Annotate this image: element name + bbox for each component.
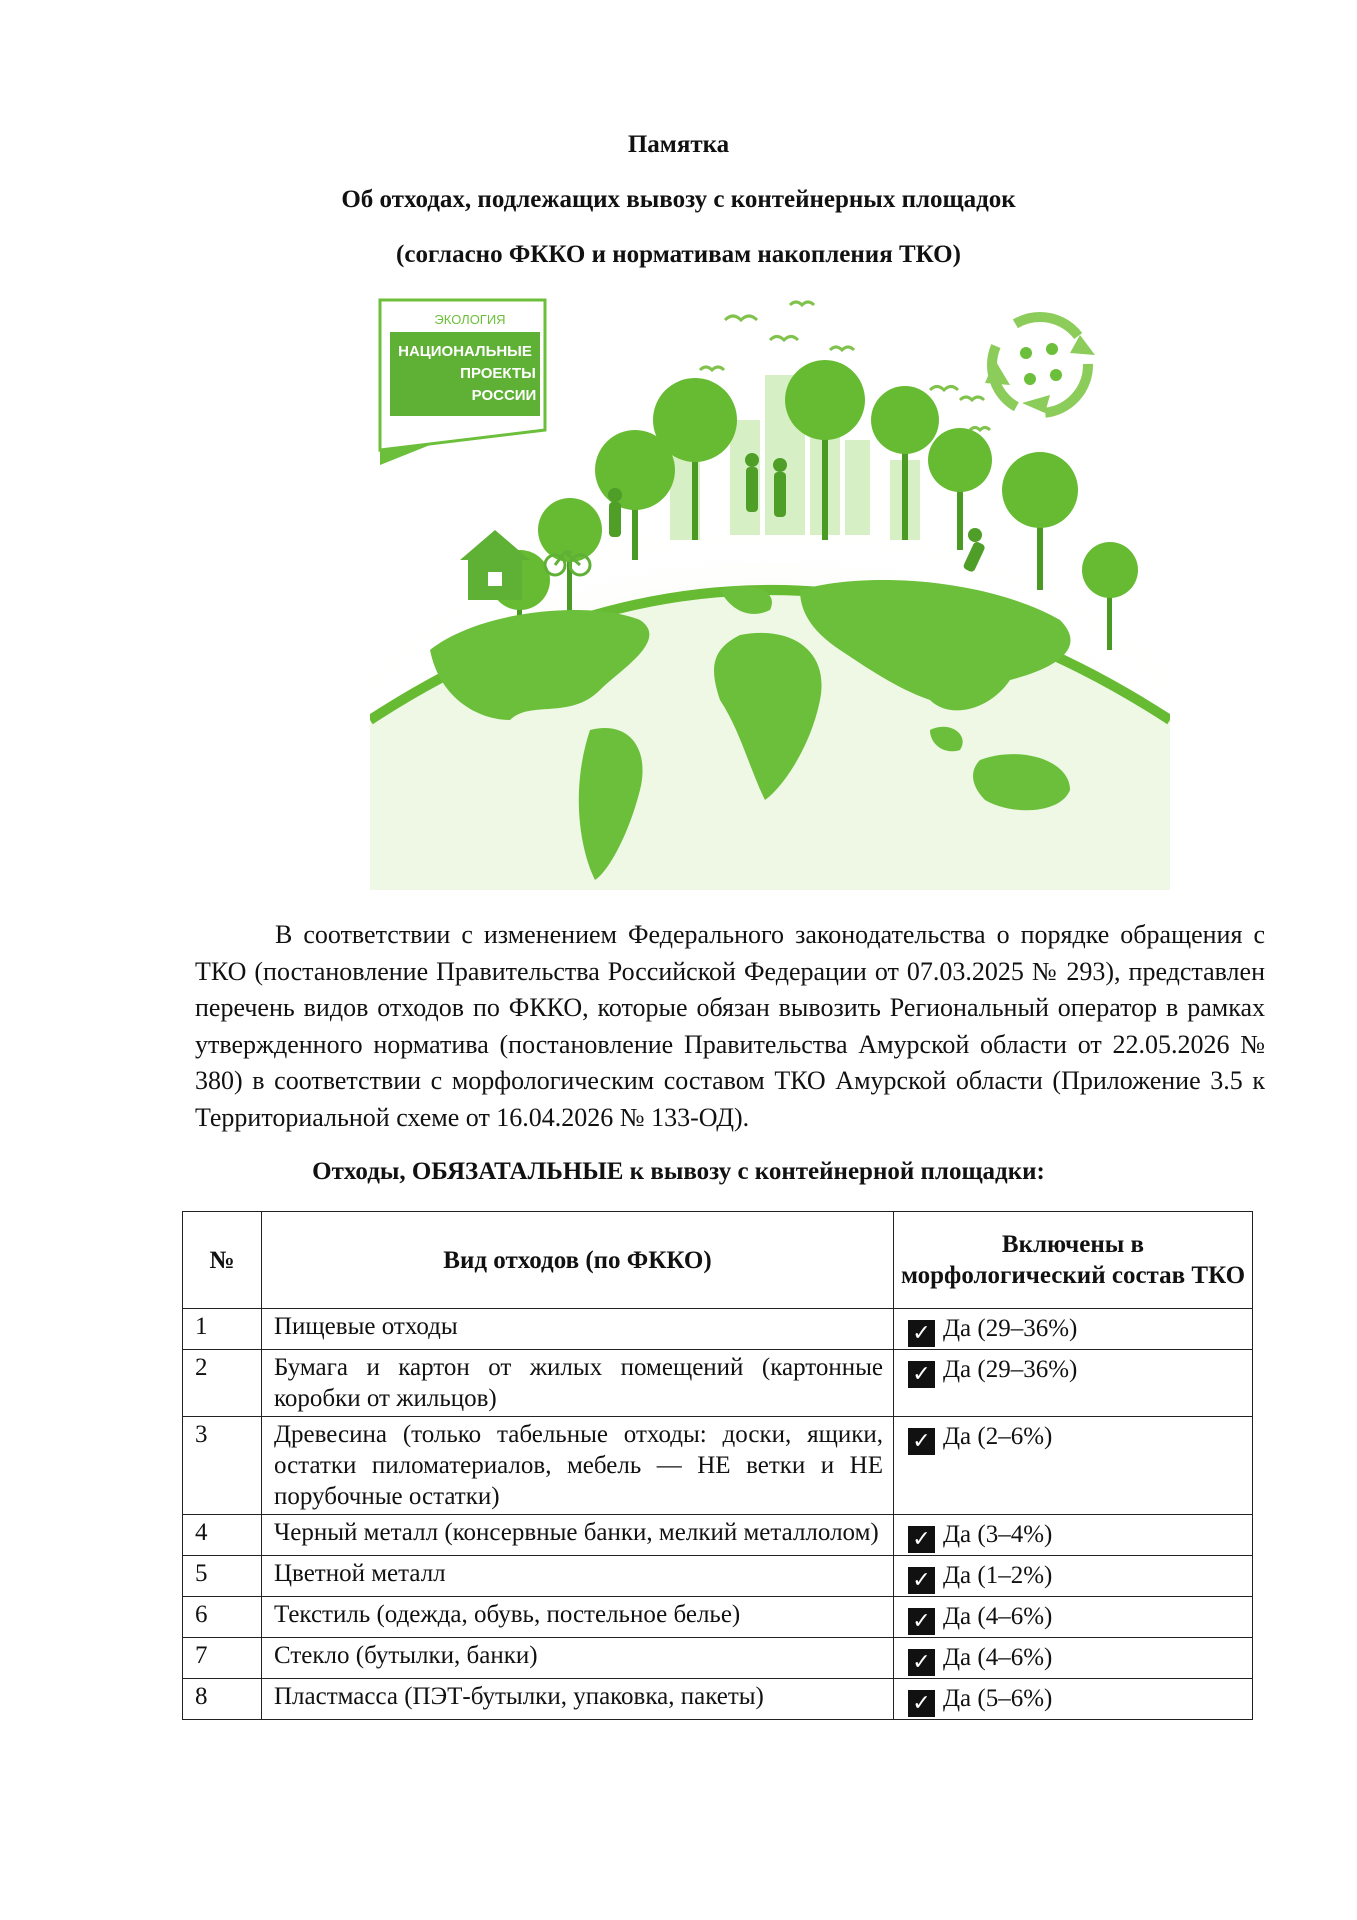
row-number: 2 [183,1350,262,1417]
table-row [183,1350,1253,1417]
recycle-icon [985,317,1095,413]
header-included: Включены в морфологический состав ТКО [894,1212,1253,1309]
table-row [183,1638,1253,1679]
table-heading: Отходы, ОБЯЗАТАЛЬНЫЕ к вывозу с контейнерной площадки: [312,1158,1045,1185]
row-number: 7 [183,1638,262,1679]
checkbox-checked-icon: ✓ [908,1690,935,1717]
included-value: Да (29–36%) [943,1315,1078,1342]
included-value: Да (4–6%) [943,1603,1053,1630]
checkbox-checked-icon: ✓ [908,1608,935,1635]
included-value: Да (1–2%) [943,1562,1053,1589]
included-cell [894,1417,1253,1515]
included-cell [894,1638,1253,1679]
row-number: 1 [183,1309,262,1350]
waste-table [182,1211,1253,1720]
checkbox-checked-icon: ✓ [908,1428,935,1455]
included-cell [894,1597,1253,1638]
page-title: Памятка [627,131,730,158]
row-number: 3 [183,1417,262,1515]
included-cell [894,1679,1253,1720]
intro-text: В соответствии с изменением Федерального законодательства о порядке обращения с ТКО (постановление Правительства Российской Федерации от 07.03.2025 № 293), представлен перечень видов отходов по ФККО, которые обязан вывозить Региональный оператор в рамках утвержденного норматива (постановление Правительства Амурской области от 22.05.2026 № 380) в соответствии с морфологическим составом ТКО Амурской области (Приложение 3.5 к Территориальной схеме от 16.04.2026 № 133-ОД). [195,920,1265,1132]
header-waste-type: Вид отходов (по ФККО) [262,1212,894,1309]
waste-name: Пластмасса (ПЭТ-бутылки, упаковка, пакеты) [262,1679,894,1720]
row-number: 6 [183,1597,262,1638]
green-earth-city-icon [370,290,1170,890]
waste-name: Пищевые отходы [262,1309,894,1350]
page-subtitle: Об отходах, подлежащих вывозу с контейнерных площадок [341,186,1016,213]
logo-tag: ЭКОЛОГИЯ [434,312,506,327]
logo-line3: РОССИИ [471,387,537,404]
waste-name: Цветной металл [262,1556,894,1597]
waste-name: Стекло (бутылки, банки) [262,1638,894,1679]
included-value: Да (29–36%) [943,1356,1078,1383]
checkbox-checked-icon: ✓ [908,1361,935,1388]
row-number: 4 [183,1515,262,1556]
checkbox-checked-icon: ✓ [908,1649,935,1676]
row-number: 8 [183,1679,262,1720]
included-cell [894,1309,1253,1350]
page-basis: (согласно ФККО и нормативам накопления ТКО) [396,241,961,268]
waste-name: Текстиль (одежда, обувь, постельное белье) [262,1597,894,1638]
row-number: 5 [183,1556,262,1597]
included-value: Да (4–6%) [943,1644,1053,1671]
included-value: Да (3–4%) [943,1521,1053,1548]
table-row [183,1515,1253,1556]
logo-line2: ПРОЕКТЫ [460,365,536,382]
header-number: № [183,1212,262,1309]
checkbox-checked-icon: ✓ [908,1567,935,1594]
national-projects-logo [380,300,545,465]
logo-line1: НАЦИОНАЛЬНЫЕ [398,343,532,360]
checkbox-checked-icon: ✓ [908,1320,935,1347]
included-value: Да (2–6%) [943,1423,1053,1450]
waste-name: Бумага и картон от жилых помещений (картонные коробки от жильцов) [262,1350,894,1417]
table-row [183,1597,1253,1638]
table-header-row [183,1212,1253,1309]
table-row [183,1679,1253,1720]
table-row [183,1309,1253,1350]
included-value: Да (5–6%) [943,1685,1053,1712]
waste-name: Древесина (только табельные отходы: доски, ящики, остатки пиломатериалов, мебель — НЕ ветки и НЕ порубочные остатки) [262,1417,894,1515]
included-cell [894,1556,1253,1597]
included-cell [894,1515,1253,1556]
table-row [183,1417,1253,1515]
intro-paragraph [195,917,1265,1136]
included-cell [894,1350,1253,1417]
waste-name: Черный металл (консервные банки, мелкий металлолом) [262,1515,894,1556]
checkbox-checked-icon: ✓ [908,1526,935,1553]
table-row [183,1556,1253,1597]
